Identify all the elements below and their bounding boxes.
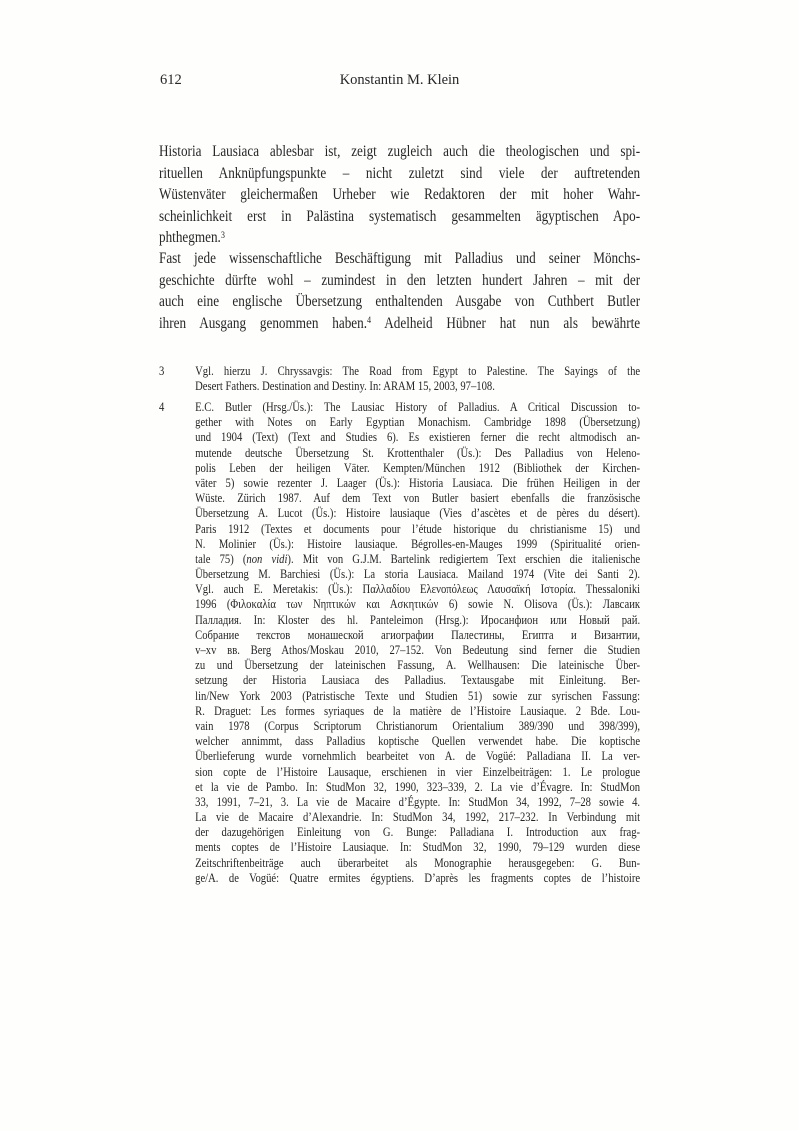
text-line: phthegmen.$^3$ xyxy=(159,229,225,246)
text-line: gether with Notes on Early Egyptian Monachism. Cambridge 1898 (Übersetzung) xyxy=(195,415,641,430)
text-line: tale 75) (non vidi). Mit von G.J.M. Bartelink redigiertem Text erschien die italienische xyxy=(195,551,641,566)
text-line: Übersetzung M. Barchiesi (Üs.): La storia Lausiaca. Mailand 1974 (Vite dei Santi 2). xyxy=(195,567,641,582)
text-line: lin/New York 2003 (Patristische Texte und Studien 51) sowie zur syrischen Fassung: xyxy=(195,688,641,703)
text-line: Палладия. In: Kloster des hl. Panteleimon (Hrsg.): Иросанфион или Новый рай. xyxy=(195,612,641,627)
text-line: 1996 (Φιλοκαλία των Νηπτικών και Ασκητικών 6) sowie N. Olisova (Üs.): Лавсаик xyxy=(195,597,641,612)
text-line: scheinlichkeit erst in Palästina systematisch gesammelten ägyptischen Apo- xyxy=(159,207,641,225)
text-line: 33, 1991, 7–21, 3. La vie de Macaire d’Égypte. In: StudMon 34, 1992, 7–28 sowie 4. xyxy=(195,794,641,809)
text-line: Wüstenväter gleichermaßen Urheber wie Redaktoren der mit hoher Wahr- xyxy=(159,186,641,203)
footnote-4 xyxy=(159,400,640,886)
body-paragraph-2 xyxy=(159,248,640,334)
text-line: Собрание текстов монашеской агиографии Палестины, Египта и Византии, xyxy=(195,627,641,642)
text-line: sion copte de l’Histoire Lausaque, erschienen in vier Einzelbeiträgen: 1. Le prologue xyxy=(195,764,641,779)
text-line: polis Leben der heiligen Väter. Kempten/München 1912 (Bibliothek der Kirchen- xyxy=(195,460,641,475)
text-line: ments coptes de l’Histoire Lausiaque. In: StudMon 32, 1990, 79–129 wurden diese xyxy=(195,840,641,855)
footnote-3-number: 3 xyxy=(159,364,165,378)
text-line: mutende deutsche Übersetzung St. Krottenthaler (Üs.): Des Palladius von Heleno- xyxy=(195,445,641,460)
footnote-3 xyxy=(159,364,640,394)
footnote-4-number: 4 xyxy=(159,400,165,414)
text-line: Paris 1912 (Textes et documents pour l’étude historique du christianisme 15) und xyxy=(195,521,641,536)
text-line: Vgl. auch E. Meretakis: (Üs.): Παλλαδίου Ελενοπόλεως Λαυσαϊκή Ιστορία. Thessaloniki xyxy=(195,582,641,597)
text-line: Desert Fathers. Destination and Destiny. In: ARAM 15, 2003, 97–108. xyxy=(195,379,495,394)
text-line: welcher annimmt, dass Palladius koptische Quellen verwendet habe. Die koptische xyxy=(195,734,641,749)
text-line: Vgl. hierzu J. Chryssavgis: The Road from Egypt to Palestine. The Sayings of the xyxy=(195,364,641,378)
text-line: ihren Ausgang genommen haben.$^4$ Adelheid Hübner hat nun als bewährte xyxy=(159,314,641,332)
text-line: Übersetzung A. Lucot (Üs.): Histoire lausiaque (Vies d’ascètes et de pères du désert). xyxy=(195,506,641,521)
footnote-4-text xyxy=(195,400,640,886)
page-number: 612 xyxy=(160,72,182,88)
text-line: rituellen Anknüpfungspunkte – nicht zuletzt sind viele der auftretenden xyxy=(159,164,641,182)
text-line: und 1904 (Text) (Text and Studies 6). Es existieren ferner die recht altmodisch an- xyxy=(195,430,641,445)
text-line: setzung der Historia Lausiaca des Palladius. Textausgabe mit Einleitung. Ber- xyxy=(195,673,641,688)
text-line: v–xv вв. Berg Athos/Moskau 2010, 27–152. Von Bedeutung sind ferner die Studien xyxy=(195,643,641,657)
text-line: Wüste. Zürich 1987. Auf dem Text von Butler basiert ebenfalls die französische xyxy=(195,491,641,506)
text-line: geschichte dürfte wohl – zumindest in den letzten hundert Jahren – mit der xyxy=(159,271,641,289)
running-head: Konstantin M. Klein xyxy=(339,72,460,88)
text-line: auch eine englische Übersetzung enthaltenden Ausgabe von Cuthbert Butler xyxy=(159,293,641,310)
text-line: Zeitschriftenbeiträge auch überarbeitet als Monographie herausgegeben: G. Bun- xyxy=(195,855,641,870)
text-line: Fast jede wissenschaftliche Beschäftigung mit Palladius und seiner Mönchs- xyxy=(159,250,641,267)
text-line: ge/A. de Vogüé: Quatre ermites égyptiens. D’après les fragments coptes de l’histoire xyxy=(195,870,641,885)
body-paragraph-1 xyxy=(159,141,640,249)
text-line: Historia Lausiaca ablesbar ist, zeigt zugleich auch die theologischen und spi- xyxy=(159,143,641,160)
footnote-3-text xyxy=(195,364,640,394)
text-line: Überlieferung wurde vornehmlich bearbeitet von A. de Vogüé: Palladiana II. La ver- xyxy=(195,749,641,764)
text-line: der dazugehörigen Einleitung von G. Bunge: Palladiana I. Introduction aux frag- xyxy=(195,825,641,840)
text-line: vain 1978 (Corpus Scriptorum Christianorum Orientalium 389/390 und 398/399), xyxy=(195,718,641,733)
text-line: E.C. Butler (Hrsg./Üs.): The Lausiac History of Palladius. A Critical Discussion to- xyxy=(195,400,641,414)
text-line: R. Draguet: Les formes syriaques de la matière de l’Histoire Lausiaque. 2 Bde. Lou- xyxy=(195,703,641,718)
text-line: La vie de Macaire d’Alexandrie. In: StudMon 34, 1992, 217–232. In Verbindung mit xyxy=(195,810,641,825)
text-line: väter 5) sowie rezenter J. Laager (Üs.): Historia Lausiaca. Die frühen Heiligen in der xyxy=(195,475,641,490)
text-line: N. Molinier (Üs.): Histoire lausiaque. Bégrolles-en-Mauges 1999 (Spiritualité orien- xyxy=(195,536,641,551)
text-line: et la vie de Pambo. In: StudMon 32, 1990, 323–339, 2. La vie d’Évagre. In: StudMon xyxy=(195,779,641,794)
text-block xyxy=(159,0,640,1131)
text-line: zu und Übersetzung der lateinischen Fassung, A. Wellhausen: Die lateinische Über- xyxy=(195,658,641,673)
